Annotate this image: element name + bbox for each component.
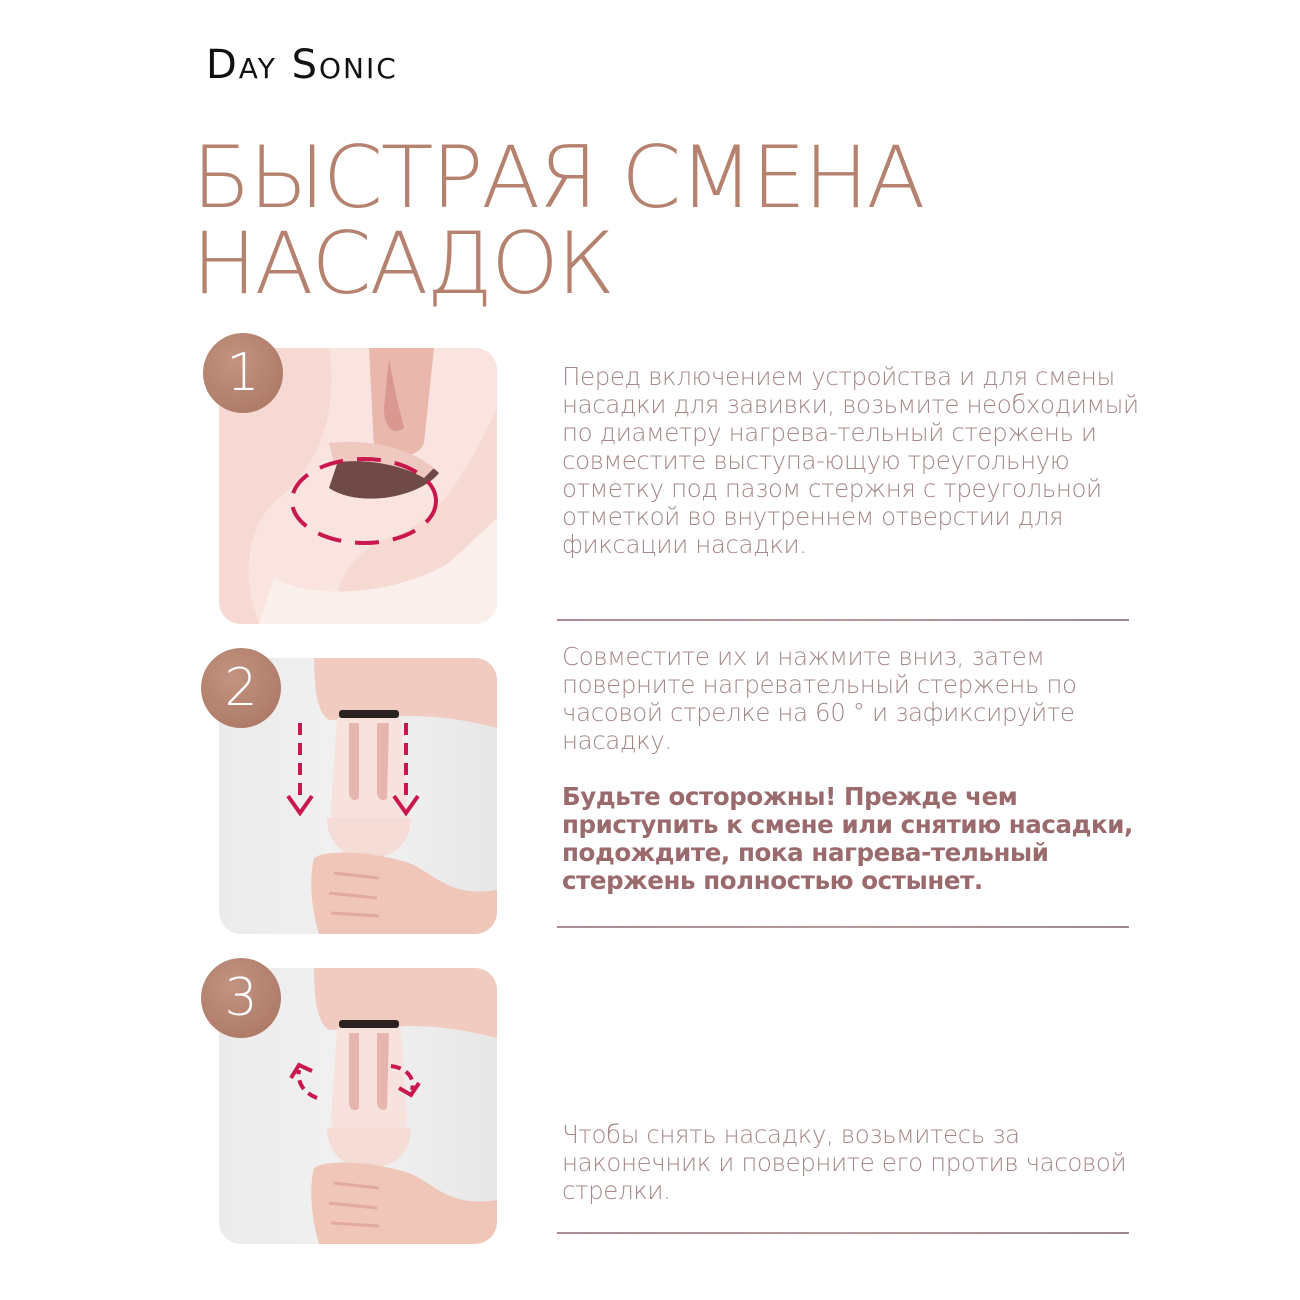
step-2-badge: 2 [201, 648, 281, 728]
step-3-text: Чтобы снять насадку, возьмитесь за наконечник и поверните его против часовой стрелки. [562, 1120, 1127, 1205]
step-3-badge: 3 [201, 958, 281, 1038]
page-title [192, 128, 924, 314]
brand-logo: Day Sonic [206, 42, 398, 88]
step-2-warning: Будьте осторожны! Прежде чем приступить к смене или снятию насадки, подождите, пока нагрева-тельный стержень полностью остынет. [562, 782, 1133, 895]
step-2-text: Совместите их и нажмите вниз, затем поверните нагревательный стержень по часовой стрелке на 60 ° и зафиксируйте насадку. [562, 642, 1077, 755]
title-line-2: НАСАДОК [192, 214, 613, 314]
step-1-badge: 1 [203, 333, 283, 413]
divider [557, 926, 1129, 928]
divider [557, 619, 1129, 621]
divider [557, 1232, 1129, 1234]
title-line-1: БЫСТРАЯ СМЕНА [192, 128, 924, 228]
step-1-text: Перед включением устройства и для смены насадки для завивки, возьмите необходимый по диаметру нагрева-тельный стержень и совместите выступа-ющую треугольную отметку под пазом стержня с треугольной отметкой во внутреннем отверстии для фиксации насадки. [562, 362, 1139, 559]
